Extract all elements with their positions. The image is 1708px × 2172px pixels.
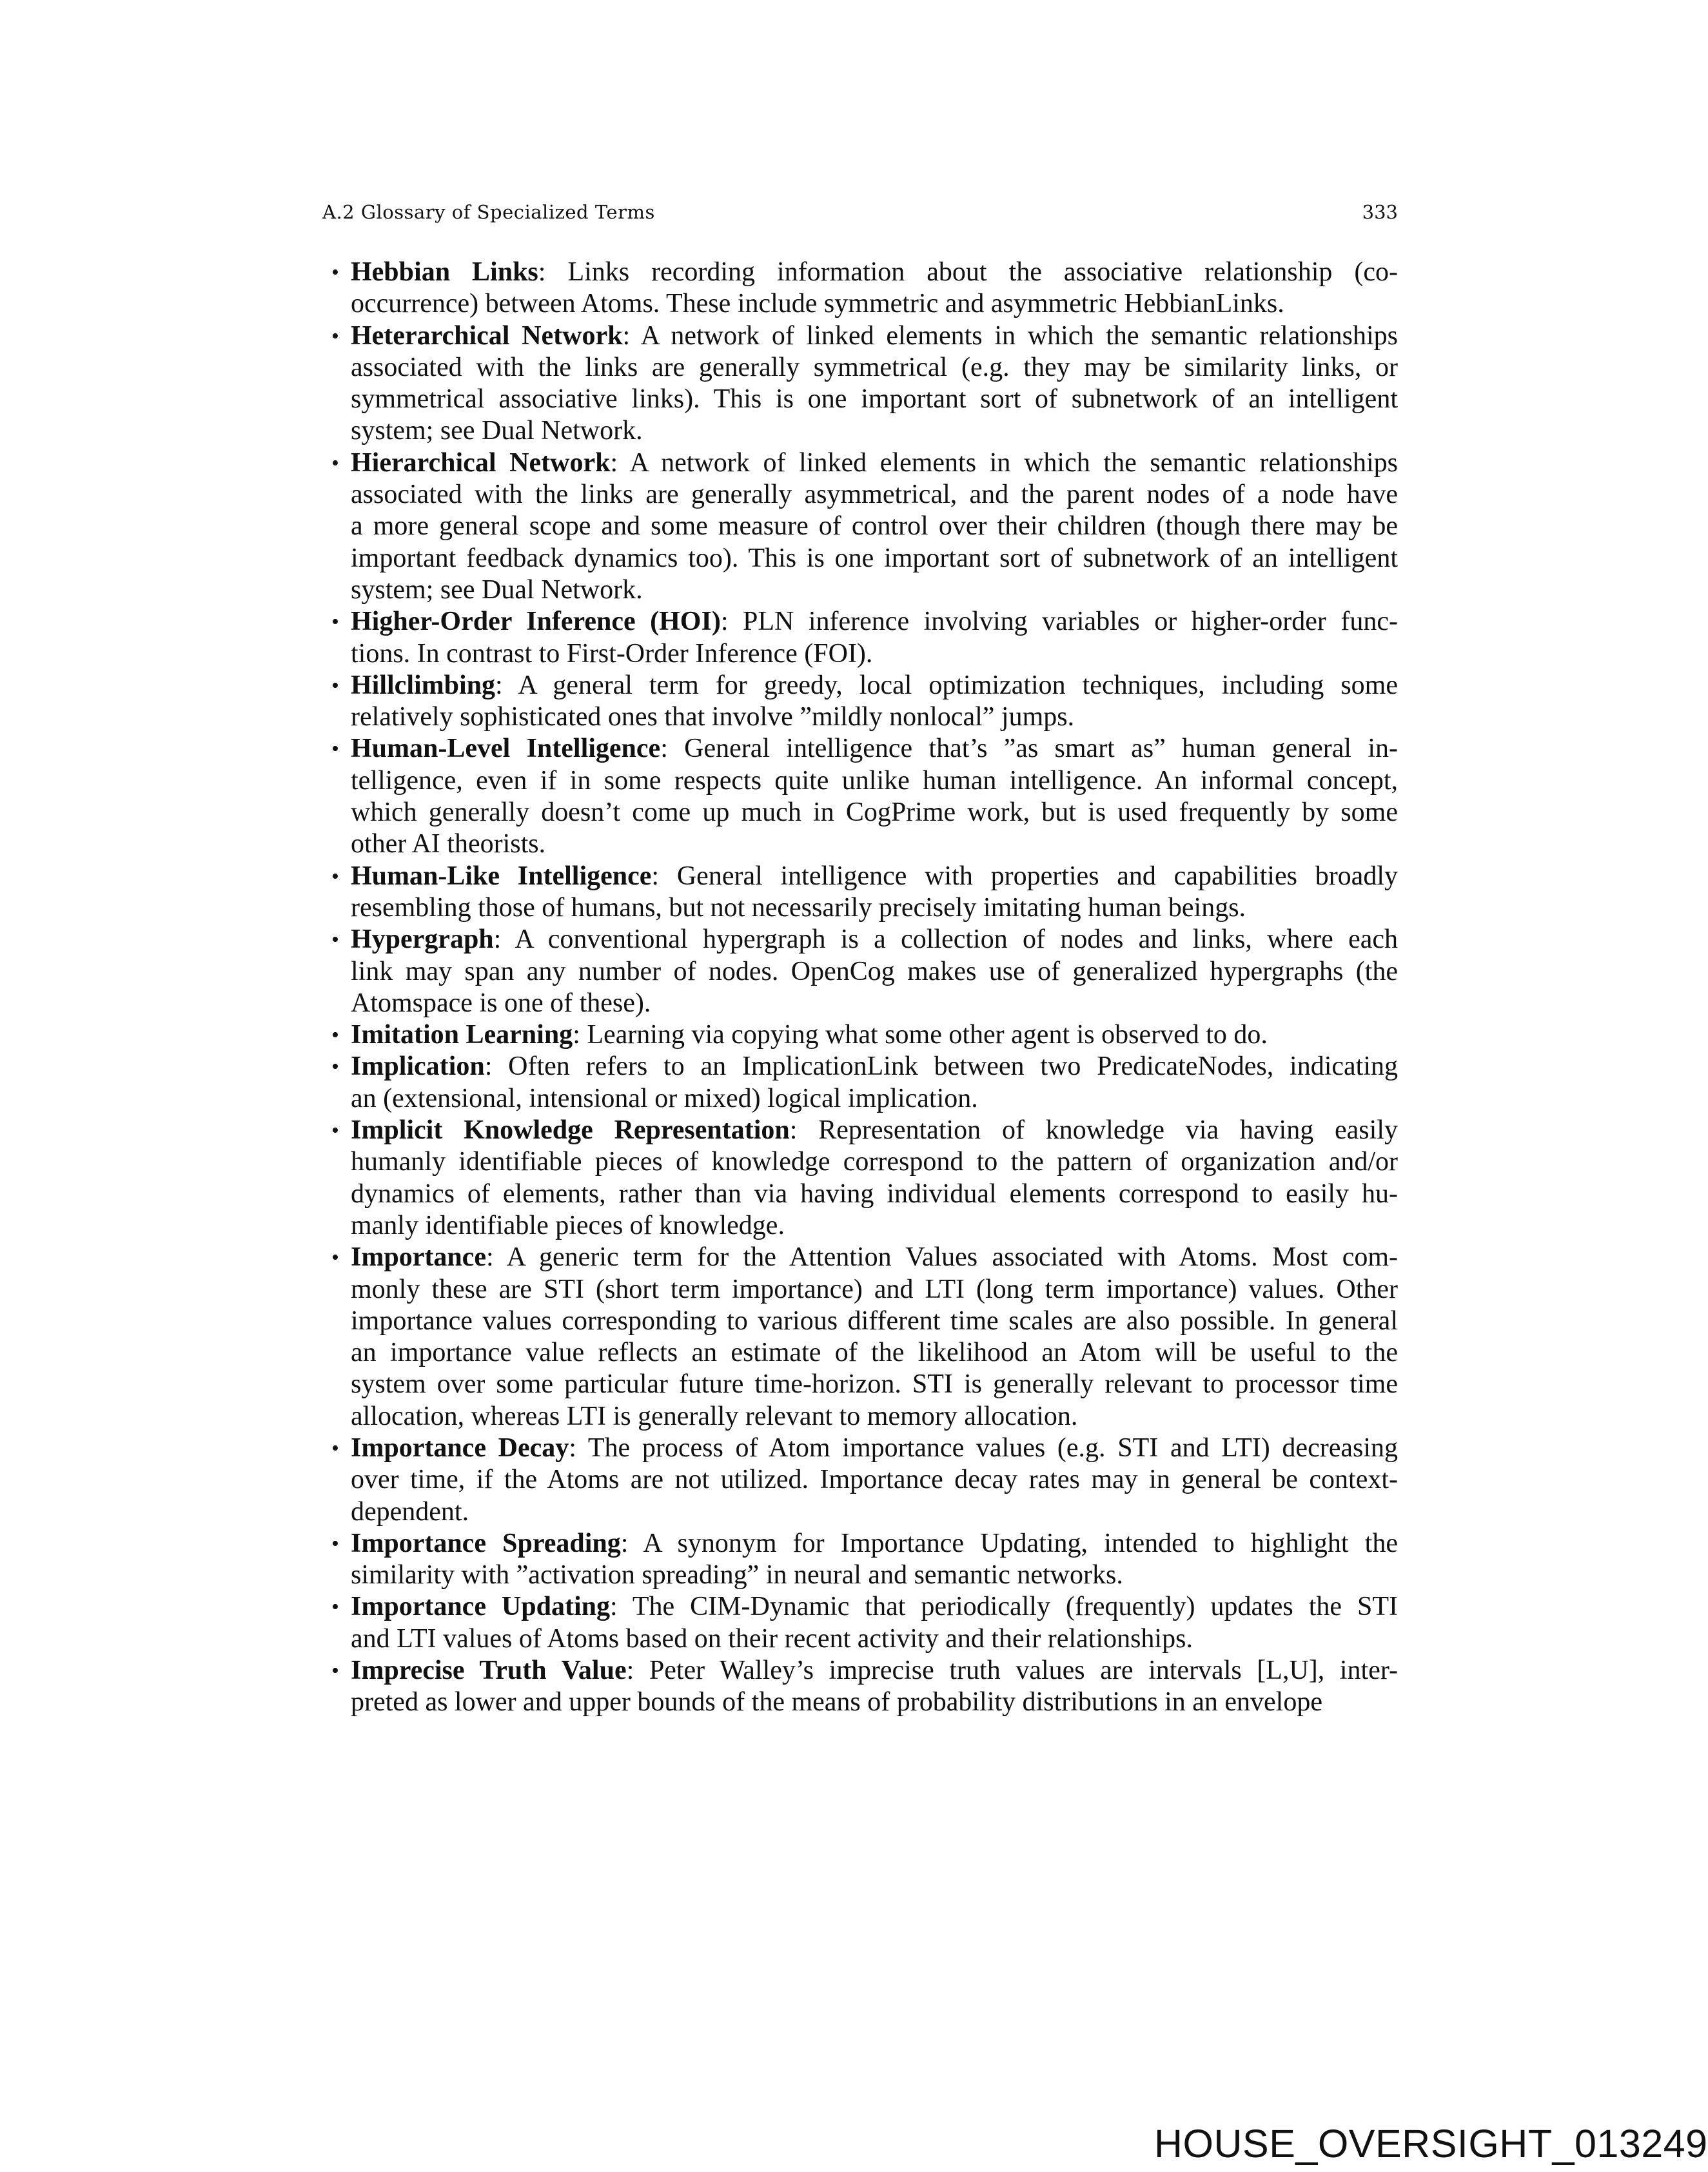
glossary-entry — [331, 1019, 1398, 1051]
entry-line — [351, 447, 1398, 479]
entry-line — [351, 1051, 1398, 1082]
entry-line — [351, 574, 1398, 606]
definition-text: : General intelligence with properties and capabilities broadly — [651, 861, 1398, 891]
definition-text: : The process of Atom importance values (e.g. STI and LTI) decreasing — [569, 1433, 1398, 1463]
glossary-term: Hierarchical Network — [351, 447, 611, 478]
glossary-term: Higher-Order Inference (HOI) — [351, 607, 721, 637]
entry-line — [351, 1433, 1398, 1464]
bullet-icon: • — [331, 737, 339, 761]
glossary-term: Imitation Learning — [351, 1020, 573, 1050]
entry-line — [351, 733, 1398, 765]
glossary-list — [331, 257, 1398, 1719]
bullet-icon: • — [331, 451, 339, 475]
bullet-icon: • — [331, 1246, 339, 1270]
entry-line — [351, 797, 1398, 828]
bullet-icon: • — [331, 864, 339, 888]
glossary-term: Implication — [351, 1052, 485, 1082]
definition-text: and LTI values of Atoms based on their recent activity and their relationships. — [351, 1623, 1193, 1654]
entry-line — [351, 511, 1398, 542]
entry-line — [351, 1337, 1398, 1369]
entry-line — [351, 1655, 1398, 1687]
glossary-term: Human-Like Intelligence — [351, 861, 652, 891]
definition-text: similarity with ”activation spreading” in neural and semantic networks. — [351, 1560, 1123, 1590]
entry-line — [351, 924, 1398, 955]
definition-text: preted as lower and upper bounds of the means of probability distributions in an envelope — [351, 1687, 1322, 1717]
definition-text: telligence, even if in some respects quite unlike human intelligence. An informal concept, — [351, 765, 1398, 796]
definition-text: system; see Dual Network. — [351, 416, 643, 446]
bullet-icon: • — [331, 1023, 339, 1048]
entry-line — [351, 1528, 1398, 1560]
definition-text: other AI theorists. — [351, 829, 546, 859]
definition-text: : Peter Walley’s imprecise truth values are intervals [L,U], inter- — [626, 1656, 1398, 1686]
entry-line — [351, 861, 1398, 892]
glossary-entry — [331, 606, 1398, 670]
entry-line — [351, 1083, 1398, 1115]
entry-line — [351, 956, 1398, 988]
entry-line — [351, 606, 1398, 638]
glossary-term: Hebbian Links — [351, 257, 538, 287]
definition-text: system over some particular future time-horizon. STI is generally relevant to processor time — [351, 1369, 1398, 1400]
definition-text: an (extensional, intensional or mixed) logical implication. — [351, 1083, 978, 1113]
entry-line — [351, 701, 1398, 733]
bates-number: HOUSE_OVERSIGHT_013249 — [1154, 2122, 1708, 2166]
definition-text: important feedback dynamics too). This is one important sort of subnetwork of an intelligent — [351, 543, 1398, 573]
definition-text: importance values corresponding to various different time scales are also possible. In general — [351, 1306, 1398, 1336]
entry-line — [351, 1401, 1398, 1433]
definition-text: Atomspace is one of these). — [351, 988, 651, 1018]
bullet-icon: • — [331, 1055, 339, 1079]
entry-line — [351, 1464, 1398, 1496]
definition-text: a more general scope and some measure of control over their children (though there may be — [351, 511, 1398, 542]
definition-text: dynamics of elements, rather than via having individual elements correspond to easily hu- — [351, 1179, 1398, 1209]
entry-line — [351, 257, 1398, 288]
definition-text: : Links recording information about the associative relationship (co- — [538, 257, 1398, 287]
entry-line — [351, 352, 1398, 384]
entry-line — [351, 415, 1398, 447]
entry-line — [351, 1274, 1398, 1306]
glossary-entry — [331, 1591, 1398, 1655]
bullet-icon: • — [331, 1531, 339, 1556]
definition-text: : The CIM-Dynamic that periodically (frequently) updates the STI — [610, 1592, 1398, 1622]
glossary-term: Imprecise Truth Value — [351, 1656, 627, 1686]
entry-line — [351, 828, 1398, 860]
definition-text: : A synonym for Importance Updating, intended to highlight the — [620, 1528, 1398, 1558]
definition-text: : Representation of knowledge via having easily — [789, 1115, 1398, 1146]
glossary-term: Importance Decay — [351, 1433, 569, 1463]
glossary-term: Importance Updating — [351, 1592, 610, 1622]
glossary-term: Human-Level Intelligence — [351, 734, 661, 764]
definition-text: resembling those of humans, but not necessarily precisely imitating human beings. — [351, 892, 1246, 923]
entry-line — [351, 1210, 1398, 1242]
definition-text: monly these are STI (short term importance) and LTI (long term importance) values. Other — [351, 1274, 1398, 1304]
entry-line — [351, 1560, 1398, 1591]
glossary-term: Hypergraph — [351, 925, 494, 955]
definition-text: occurrence) between Atoms. These include symmetric and asymmetric HebbianLinks. — [351, 289, 1284, 319]
glossary-term: Heterarchical Network — [351, 320, 623, 351]
definition-text: humanly identifiable pieces of knowledge correspond to the pattern of organization and/or — [351, 1147, 1398, 1177]
glossary-entry — [331, 1242, 1398, 1433]
entry-line — [351, 1369, 1398, 1400]
bullet-icon: • — [331, 610, 339, 634]
entry-line — [351, 1242, 1398, 1273]
bullet-icon: • — [331, 673, 339, 698]
entry-line — [351, 988, 1398, 1019]
definition-text: symmetrical associative links). This is one important sort of subnetwork of an intelligent — [351, 384, 1398, 415]
running-header — [322, 201, 1398, 227]
entry-line — [351, 543, 1398, 574]
entry-line — [351, 1019, 1398, 1051]
entry-line — [351, 1115, 1398, 1146]
section-title: A.2 Glossary of Specialized Terms — [322, 201, 655, 223]
definition-text: allocation, whereas LTI is generally relevant to memory allocation. — [351, 1401, 1078, 1431]
glossary-entry — [331, 861, 1398, 925]
definition-text: which generally doesn’t come up much in CogPrime work, but is used frequently by some — [351, 797, 1398, 828]
definition-text: an importance value reflects an estimate of the likelihood an Atom will be useful to the — [351, 1338, 1398, 1368]
definition-text: manly identifiable pieces of knowledge. — [351, 1210, 785, 1240]
definition-text: associated with the links are generally asymmetrical, and the parent nodes of a node have — [351, 480, 1398, 510]
entry-line — [351, 288, 1398, 320]
definition-text: system; see Dual Network. — [351, 574, 643, 605]
glossary-term: Hillclimbing — [351, 670, 496, 700]
glossary-term: Importance Spreading — [351, 1528, 621, 1558]
bullet-icon: • — [331, 324, 339, 348]
definition-text: associated with the links are generally symmetrical (e.g. they may be similarity links, or — [351, 352, 1398, 382]
definition-text: dependent. — [351, 1496, 469, 1527]
bullet-icon: • — [331, 1436, 339, 1460]
entry-line — [351, 765, 1398, 797]
glossary-entry — [331, 1528, 1398, 1592]
entry-line — [351, 384, 1398, 415]
glossary-entry — [331, 1051, 1398, 1115]
glossary-entry — [331, 1655, 1398, 1719]
definition-text: : A generic term for the Attention Values associated with Atoms. Most com- — [486, 1242, 1398, 1273]
definition-text: : Learning via copying what some other agent is observed to do. — [573, 1020, 1268, 1050]
definition-text: : A network of linked elements in which the semantic relationships — [610, 447, 1398, 478]
entry-line — [351, 638, 1398, 670]
entry-line — [351, 1591, 1398, 1623]
definition-text: : Often refers to an ImplicationLink between two PredicateNodes, indicating — [484, 1052, 1398, 1082]
glossary-entry — [331, 733, 1398, 860]
entry-line — [351, 320, 1398, 352]
glossary-term: Importance — [351, 1242, 486, 1273]
entry-line — [351, 1306, 1398, 1337]
bullet-icon: • — [331, 1119, 339, 1143]
bullet-icon: • — [331, 260, 339, 284]
glossary-entry — [331, 320, 1398, 447]
entry-line — [351, 479, 1398, 511]
definition-text: tions. In contrast to First-Order Inference (FOI). — [351, 638, 873, 669]
entry-line — [351, 1146, 1398, 1178]
definition-text: : PLN inference involving variables or higher-order func- — [720, 607, 1398, 637]
bullet-icon: • — [331, 1659, 339, 1683]
definition-text: relatively sophisticated ones that involve ”mildly nonlocal” jumps. — [351, 702, 1075, 732]
entry-line — [351, 670, 1398, 701]
bullet-icon: • — [331, 928, 339, 952]
entry-line — [351, 1623, 1398, 1655]
definition-text: : General intelligence that’s ”as smart as” human general in- — [660, 734, 1398, 764]
definition-text: : A conventional hypergraph is a collection of nodes and links, where each — [493, 925, 1398, 955]
glossary-entry — [331, 257, 1398, 320]
glossary-entry — [331, 1433, 1398, 1528]
definition-text: link may span any number of nodes. OpenCog makes use of generalized hypergraphs (the — [351, 956, 1398, 986]
definition-text: over time, if the Atoms are not utilized. Importance decay rates may in general be context- — [351, 1465, 1398, 1495]
entry-line — [351, 1687, 1398, 1718]
definition-text: : A network of linked elements in which the semantic relationships — [622, 320, 1398, 351]
glossary-entry — [331, 447, 1398, 606]
entry-line — [351, 1496, 1398, 1528]
glossary-entry — [331, 670, 1398, 734]
glossary-entry — [331, 1115, 1398, 1242]
glossary-term: Implicit Knowledge Representation — [351, 1115, 790, 1146]
page-number: 333 — [1362, 201, 1398, 223]
entry-line — [351, 1179, 1398, 1210]
definition-text: : A general term for greedy, local optimization techniques, including some — [495, 670, 1398, 700]
entry-line — [351, 892, 1398, 924]
glossary-entry — [331, 924, 1398, 1019]
bullet-icon: • — [331, 1595, 339, 1619]
